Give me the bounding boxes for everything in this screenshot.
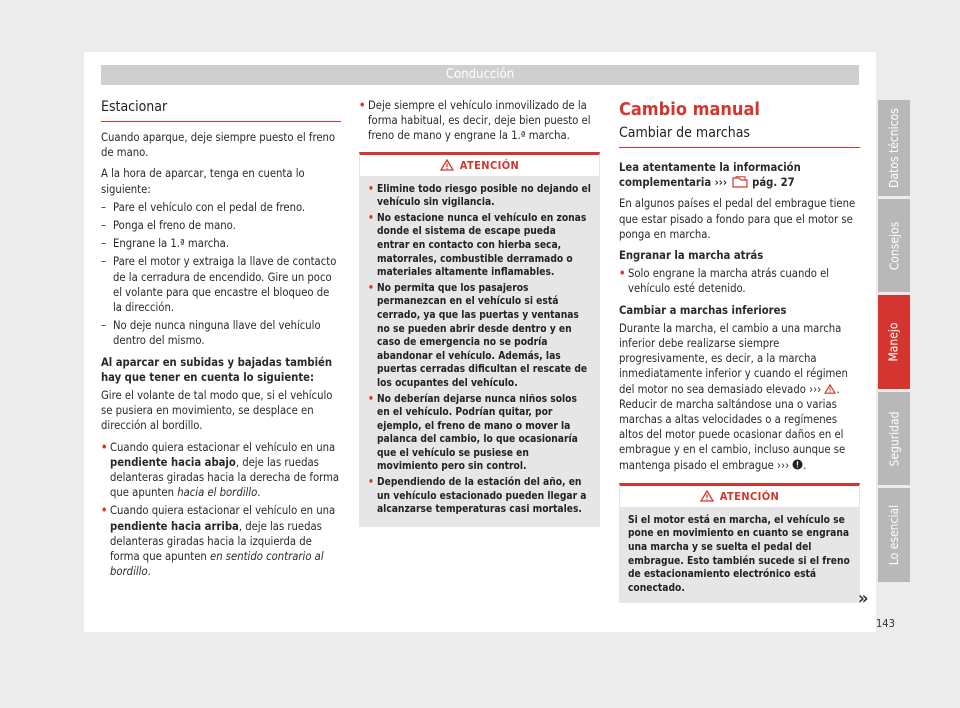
text: . xyxy=(803,458,807,472)
list-item: – No deje nunca ninguna llave del vehículo dentro del mismo. xyxy=(101,318,341,348)
warning-label: ATENCIÓN xyxy=(719,489,780,503)
warning-header xyxy=(619,483,860,507)
list-item: – Engrane la 1.ª marcha. xyxy=(101,236,341,251)
list-item: – Pare el motor y extraiga la llave de contacto de la cerradura de encendido. Gire un poco el volante para que encastre el bloqueo de la dirección. xyxy=(101,254,341,315)
text-italic: hacia el bordillo xyxy=(177,486,258,500)
section-title-estacionar: Estacionar xyxy=(101,98,341,122)
sidebar-tab-consejos[interactable] xyxy=(878,199,910,292)
sidebar-tab-manejo[interactable] xyxy=(878,295,910,389)
reference-arrows: ››› xyxy=(777,458,790,472)
warning-item: • No deberían dejarse nunca niños solos en el vehículo. Podrían quitar, por ejemplo, el freno de mano o mover la palanca del cambio, lo que ocasionaría que el vehículo se pusiese en movimiento pero sin control. xyxy=(368,393,591,475)
list-item xyxy=(101,440,341,501)
text: . xyxy=(257,486,261,500)
list-item: • Deje siempre el vehículo inmovilizado de la forma habitual, es decir, deje bien puesto el freno de mano y engrane la 1.ª marcha. xyxy=(359,98,600,144)
warning-item: • No estacione nunca el vehículo en zonas donde el sistema de escape pueda entrar en contacto con hierba seca, matorrales, combustible derramado o materiales altamente inflamables. xyxy=(368,212,591,280)
paragraph: Gire el volante de tal modo que, si el vehículo se pusiera en movimiento, se desplace en dirección al bordillo. xyxy=(101,389,333,433)
subheading: Al aparcar en subidas y bajadas también hay que tener en cuenta lo siguiente: xyxy=(101,355,333,384)
text: Lea atentamente la información complementaria xyxy=(619,161,801,190)
subheading: Engranar la marcha atrás xyxy=(619,249,764,263)
chapter-header: Conducción xyxy=(101,65,859,85)
paragraph: A la hora de aparcar, tenga en cuenta lo siguiente: xyxy=(101,167,305,196)
chapter-title: Cambio manual xyxy=(619,99,760,120)
warning-body xyxy=(359,176,600,527)
sidebar-tab-datos-tecnicos[interactable] xyxy=(878,100,910,196)
warning-body: Si el motor está en marcha, el vehículo se pone en movimiento en cuanto se engrana una marcha y se suelta el pedal del embrague. Esto también sucede si el freno de estacionamiento electrónico está conectado. xyxy=(628,514,850,594)
column-middle xyxy=(359,98,600,527)
tab-label: Manejo xyxy=(887,322,901,362)
warning-triangle-icon xyxy=(440,159,454,171)
warning-triangle-icon xyxy=(700,490,714,502)
page-number: 143 xyxy=(876,617,895,630)
warning-item: • No permita que los pasajeros permanezcan en el vehículo si está cerrado, ya que las puertas y ventanas no se pueden abrir desde dentro y en caso de emergencia no se podría abandonar el vehículo. Además, las puertas cerradas dificultan el rescate de los ocupantes del vehículo. xyxy=(368,282,591,391)
warning-header xyxy=(359,152,600,176)
warning-item: • Dependiendo de la estación del año, en un vehículo estacionado pueden llegar a alcanzarse temperaturas casi mortales. xyxy=(368,476,591,517)
tab-label: Consejos xyxy=(887,221,901,270)
list-item: – Ponga el freno de mano. xyxy=(101,218,341,233)
sidebar-tab-lo-esencial[interactable] xyxy=(878,488,910,582)
paragraph: En algunos países el pedal del embrague tiene que estar pisado a fondo para que el motor se ponga en marcha. xyxy=(619,197,856,241)
continued-marker: » xyxy=(858,588,869,609)
subheading: Cambiar a marchas inferiores xyxy=(619,303,787,317)
tab-label: Datos técnicos xyxy=(887,108,902,188)
text: , deje las ruedas delanteras giradas hacia la izquierda de forma que apunten xyxy=(110,519,322,564)
tab-label: Seguridad xyxy=(887,411,901,466)
text-italic: en sentido contrario al bordillo xyxy=(110,550,324,579)
text: Cuando quiera estacionar el vehículo en una xyxy=(110,440,336,454)
paragraph xyxy=(619,321,860,473)
paragraph: Cuando aparque, deje siempre puesto el freno de mano. xyxy=(101,131,336,160)
text-bold: pendiente hacia abajo xyxy=(110,455,236,469)
text-bold: pendiente hacia arriba xyxy=(110,519,239,533)
column-right xyxy=(619,98,860,603)
text: . Reducir de marcha saltándose una o varias marchas a altas velocidades o a regímenes altos del motor puede ocasionar daños en el embrague y en el cambio, incluso aunque se mantenga pisado el embrague xyxy=(619,382,846,472)
warning-box xyxy=(359,152,600,527)
reference-arrows: ››› xyxy=(714,176,728,190)
list-item xyxy=(101,503,341,579)
lead-paragraph xyxy=(619,160,860,190)
list-item: • Solo engrane la marcha atrás cuando el vehículo esté detenido. xyxy=(619,266,860,296)
text: Cuando quiera estacionar el vehículo en una xyxy=(110,504,336,518)
tab-label: Lo esencial xyxy=(887,504,902,566)
page-reference-link[interactable]: pág. 27 xyxy=(752,176,795,190)
reference-arrows: ››› xyxy=(809,382,822,396)
section-title-cambiar: Cambiar de marchas xyxy=(619,124,860,148)
warning-item: • Elimine todo riesgo posible no dejando el vehículo sin vigilancia. xyxy=(368,183,591,210)
warning-triangle-icon xyxy=(824,384,836,394)
warning-label: ATENCIÓN xyxy=(459,158,520,172)
column-left xyxy=(101,98,341,582)
list-item: – Pare el vehículo con el pedal de freno. xyxy=(101,200,341,215)
text: . xyxy=(147,565,151,579)
text: Durante la marcha, el cambio a una marcha inferior debe realizarse siempre progresivamente, es decir, a la marcha inmediatamente inferior y cuando el régimen del motor no sea demasiado elevado xyxy=(619,321,848,396)
sidebar-tab-seguridad[interactable] xyxy=(878,392,910,485)
warning-box xyxy=(619,483,860,604)
caution-circle-icon xyxy=(792,459,803,470)
text: , deje las ruedas delanteras giradas hacia la derecha de forma que apunten xyxy=(110,455,340,500)
book-reference-icon xyxy=(731,176,749,188)
